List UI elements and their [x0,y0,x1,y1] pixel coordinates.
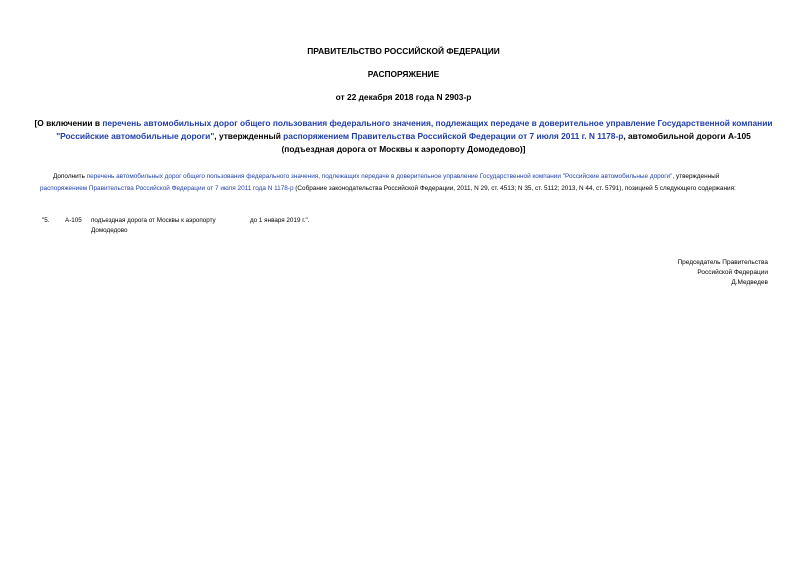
title-text-3: , автомобильной дороги А-105 (подъездная дорога от Москвы к аэропорту Домодедово)] [281,131,751,154]
title-text-1: [О включении в [34,118,103,128]
body-text-1: Дополнить [53,173,87,180]
signature-position: Председатель Правительства [677,259,768,266]
body-link-list[interactable]: перечень автомобильных дорог общего пользования федерального значения, подлежащих передаче в доверительное управление Государственной компании "Российские автомобильные дороги" [86,173,673,180]
document-date-number: от 22 декабря 2018 года N 2903-р [335,92,472,102]
row-road-name: подъездная дорога от Москвы к аэропорту Домодедово [91,217,216,234]
row-number: "5. [42,217,50,224]
title-text-2: , утвержденный [214,131,284,141]
signature-name: Д.Медведев [731,279,768,286]
government-header: ПРАВИТЕЛЬСТВО РОССИЙСКОЙ ФЕДЕРАЦИИ [307,46,500,56]
body-link-order[interactable]: распоряжением Правительства Российской Федерации от 7 июля 2011 года N 1178-р [40,184,294,192]
body-paragraph [40,171,768,194]
row-road-code: А-105 [65,217,82,224]
title-link-order[interactable]: распоряжением Правительства Российской Федерации от 7 июля 2011 г. N 1178-р [283,131,624,141]
signature-country: Российской Федерации [697,269,768,276]
body-text-2: , утвержденный [672,173,720,180]
document-title [34,117,773,156]
document-type: РАСПОРЯЖЕНИЕ [367,69,440,79]
row-term: до 1 января 2019 г.". [250,217,310,224]
body-text-3: (Собрание законодательства Российской Федерации, 2011, N 29, ст. 4513; N 35, ст. 5112; 2013, N 44, ст. 5791), позицией 5 следующего содержания: [293,184,736,192]
title-link-list[interactable]: перечень автомобильных дорог общего пользования федерального значения, подлежащих передаче в доверительное управление Государственной компании "Российские автомобильные дороги" [56,118,773,141]
